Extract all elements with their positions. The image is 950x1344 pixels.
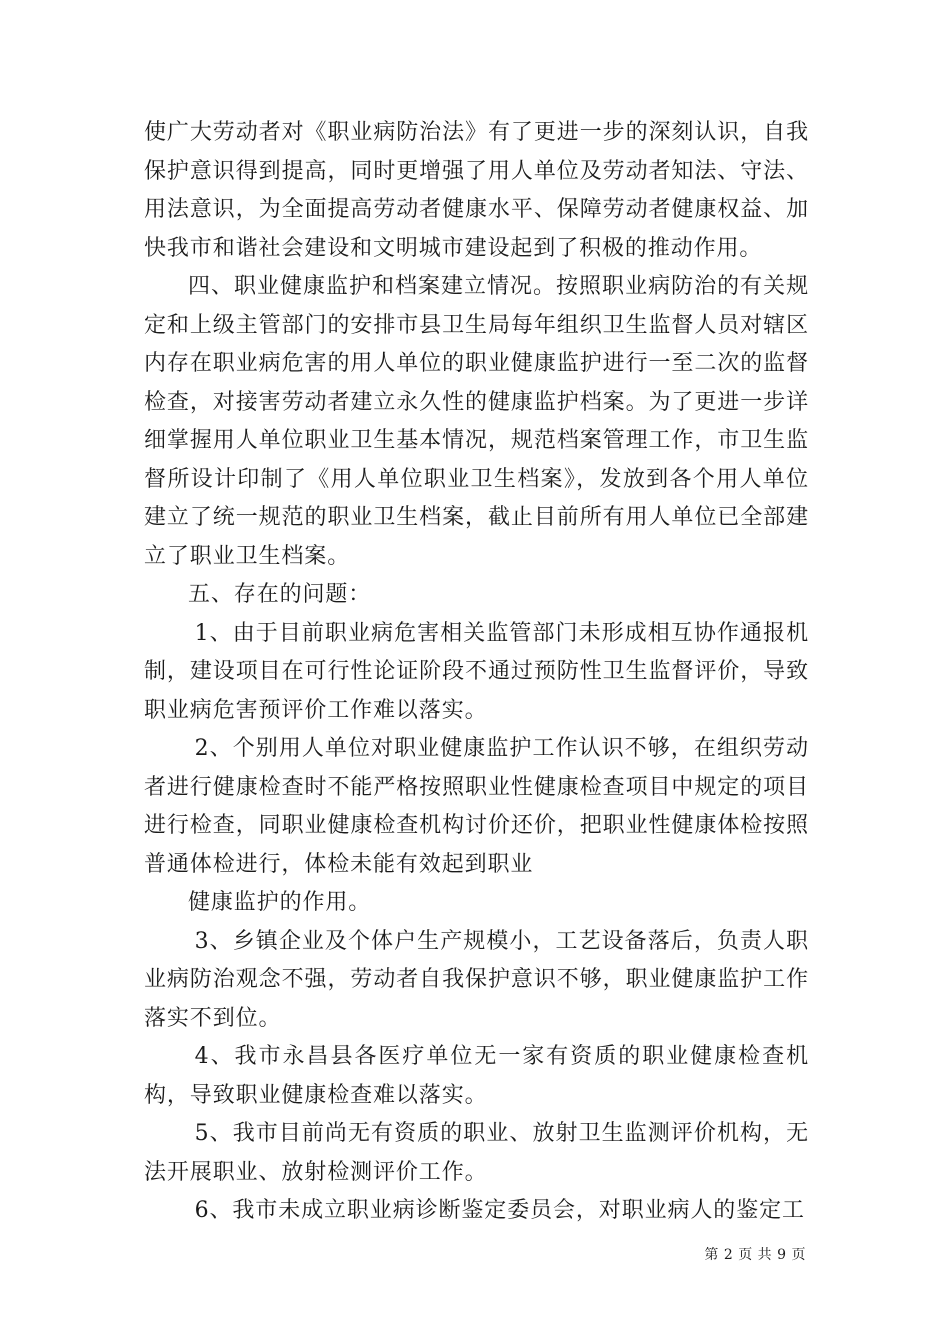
paragraph-issue-3: 3、乡镇企业及个体户生产规模小，工艺设备落后，负责人职业病防治观念不强，劳动者自我保护意识不够，职业健康监护工作落实不到位。 (144, 928, 809, 1031)
paragraph-issue-2: 2、个别用人单位对职业健康监护工作认识不够，在组织劳动者进行健康检查时不能严格按照职业性健康检查项目中规定的项目进行检查，同职业健康检查机构讨价还价，把职业性健康体检按照普通体检进行，体检未能有效起到职业 (144, 736, 809, 877)
paragraph-issue-2-continued: 健康监护的作用。 (188, 890, 372, 915)
paragraph-issues-heading: 五、存在的问题： (188, 582, 372, 607)
paragraph-issue-6: 6、我市未成立职业病诊断鉴定委员会，对职业病人的鉴定工 (194, 1198, 805, 1223)
paragraph-issue-4: 4、我市永昌县各医疗单位无一家有资质的职业健康检查机构，导致职业健康检查难以落实。 (144, 1044, 809, 1108)
paragraph-issue-5: 5、我市目前尚无有资质的职业、放射卫生监测评价机构，无法开展职业、放射检测评价工作。 (144, 1121, 809, 1185)
page-number: 第 2 页 共 9 页 (704, 1247, 806, 1263)
paragraph-continuation: 使广大劳动者对《职业病防治法》有了更进一步的深刻认识，自我保护意识得到提高，同时更增强了用人单位及劳动者知法、守法、用法意识，为全面提高劳动者健康水平、保障劳动者健康权益、加快我市和谐社会建设和文明城市建设起到了积极的推动作用。 (144, 120, 809, 261)
document-body (144, 114, 809, 1231)
paragraph-issue-1: 1、由于目前职业病危害相关监管部门未形成相互协作通报机制，建设项目在可行性论证阶段不通过预防性卫生监督评价，导致职业病危害预评价工作难以落实。 (144, 620, 809, 723)
paragraph-health-monitoring: 四、职业健康监护和档案建立情况。按照职业病防治的有关规定和上级主管部门的安排市县卫生局每年组织卫生监督人员对辖区内存在职业病危害的用人单位的职业健康监护进行一至二次的监督检查，对接害劳动者建立永久性的健康监护档案。为了更进一步详细掌握用人单位职业卫生基本情况，规范档案管理工作，市卫生监督所设计印制了《用人单位职业卫生档案》，发放到各个用人单位建立了统一规范的职业卫生档案，截止目前所有用人单位已全部建立了职业卫生档案。 (144, 274, 809, 569)
